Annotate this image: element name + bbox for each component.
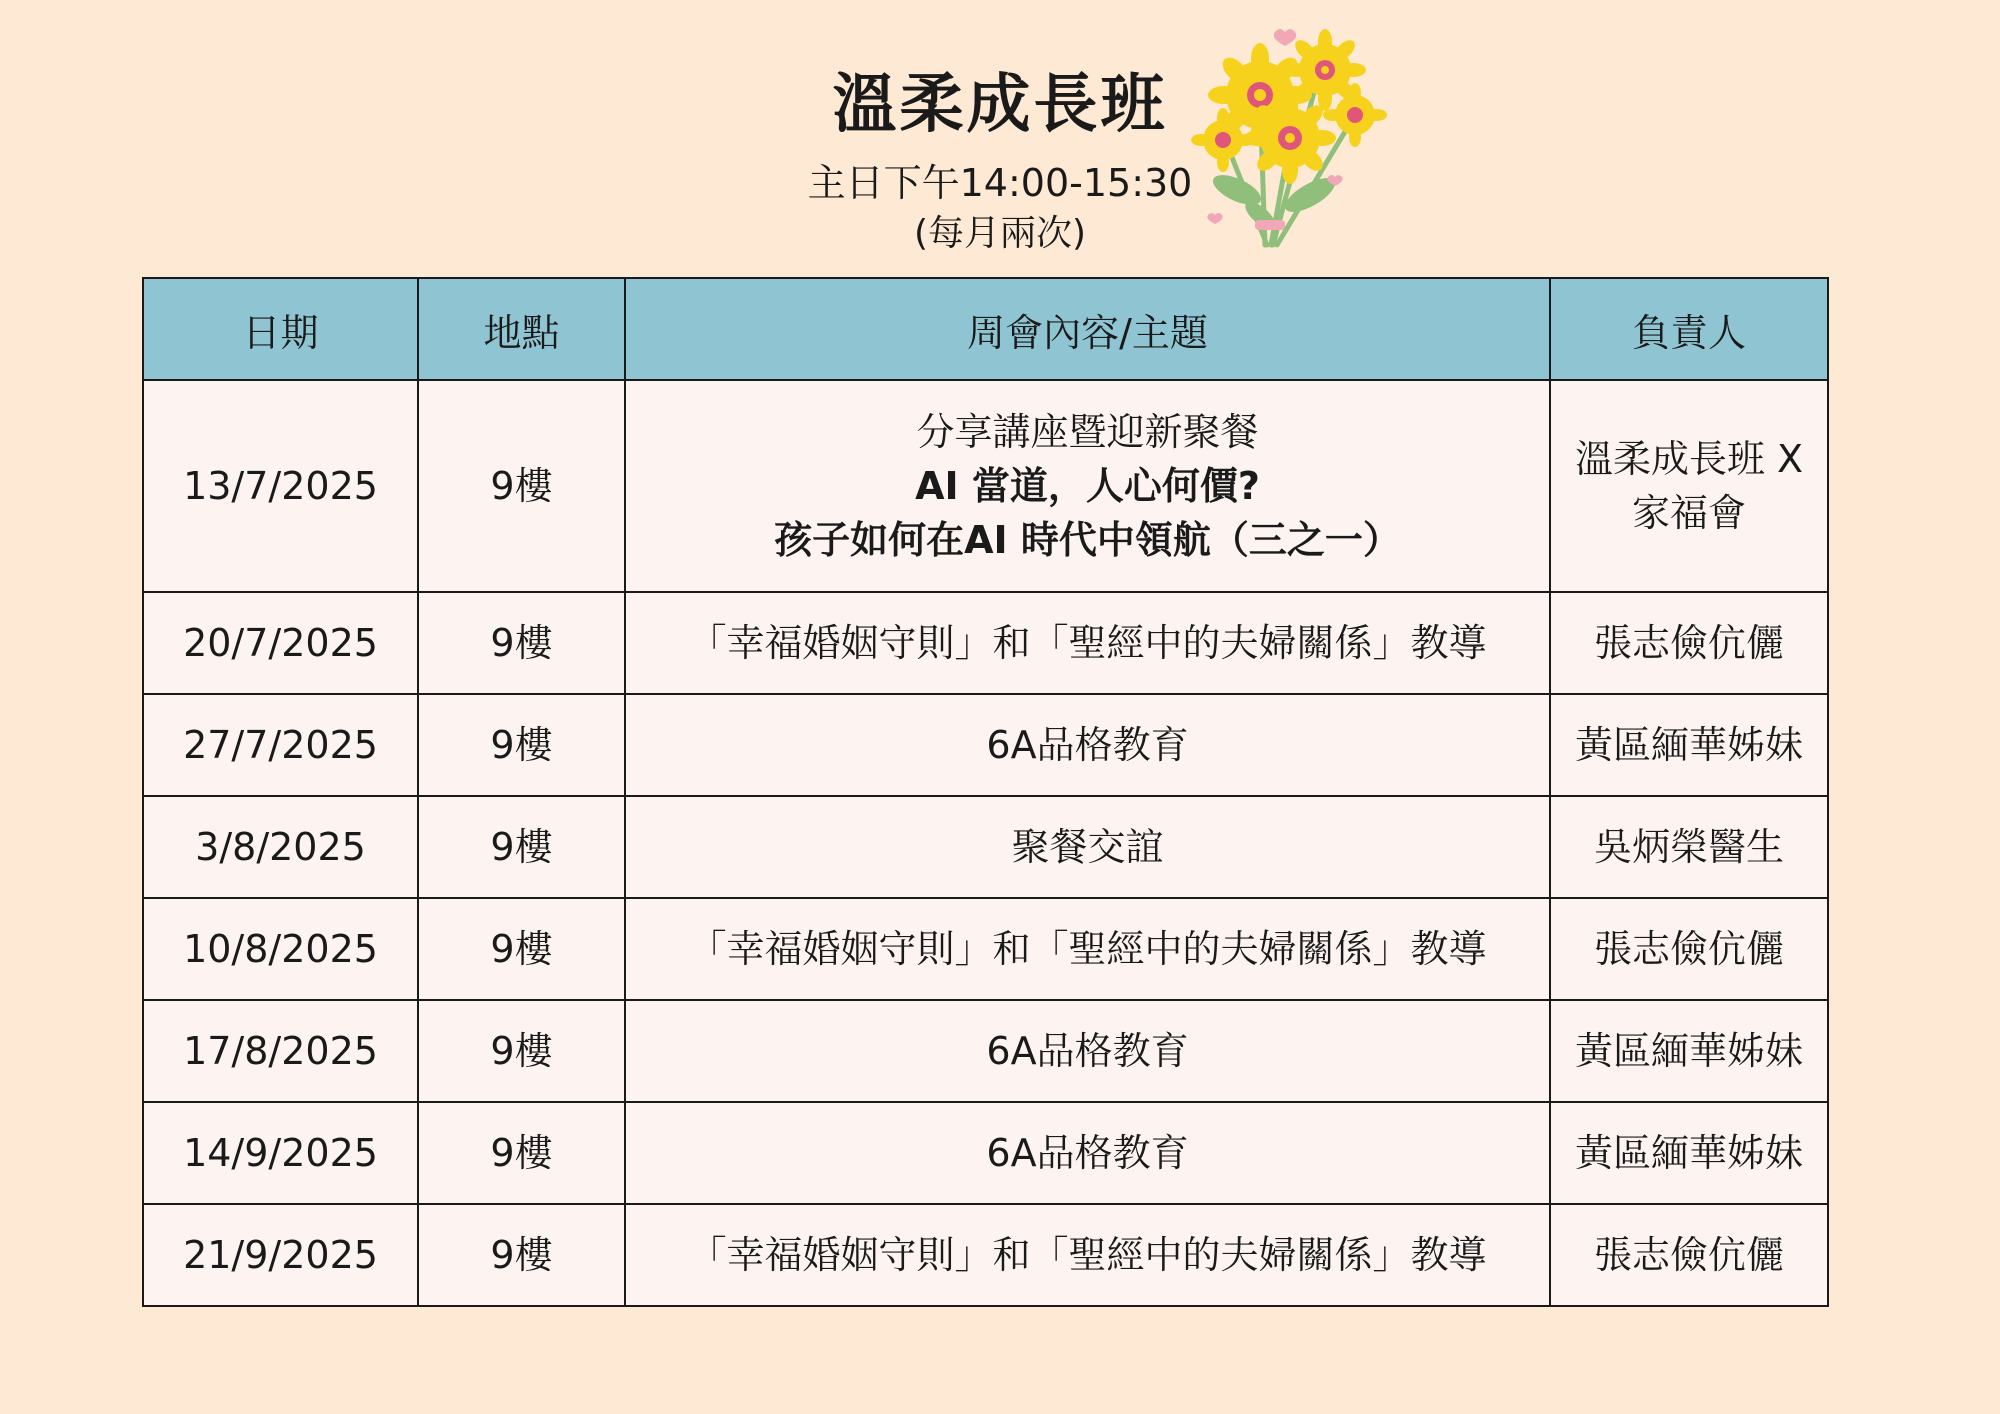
place-cell: 9樓 (418, 898, 625, 1000)
topic-cell: 6A品格教育 (625, 1102, 1550, 1204)
lead-cell: 吳炳榮醫生 (1550, 796, 1828, 898)
sunflower-bouquet-icon (1185, 20, 1395, 260)
lead-cell: 黃區緬華姊妹 (1550, 1000, 1828, 1102)
place-cell: 9樓 (418, 694, 625, 796)
place-cell: 9樓 (418, 1000, 625, 1102)
topic-cell: 「幸福婚姻守則」和「聖經中的夫婦關係」教導 (625, 1204, 1550, 1306)
lead-line: 家福會 (1631, 491, 1746, 535)
date-cell: 17/8/2025 (143, 1000, 418, 1102)
table-row (143, 1102, 1828, 1204)
table-row (143, 796, 1828, 898)
table-row (143, 1000, 1828, 1102)
topic-cell: 6A品格教育 (625, 694, 1550, 796)
place-cell: 9樓 (418, 380, 625, 592)
topic-line-bold: 孩子如何在AI 時代中領航（三之一） (774, 518, 1401, 562)
date-cell: 14/9/2025 (143, 1102, 418, 1204)
column-header-date: 日期 (143, 278, 418, 380)
lead-cell: 黃區緬華姊妹 (1550, 694, 1828, 796)
place-cell: 9樓 (418, 1204, 625, 1306)
topic-cell (625, 380, 1550, 592)
table-row (143, 592, 1828, 694)
topic-line: 分享講座暨迎新聚餐 (916, 410, 1259, 454)
page-title: 溫柔成長班 (832, 68, 1168, 142)
date-cell: 27/7/2025 (143, 694, 418, 796)
topic-cell: 「幸福婚姻守則」和「聖經中的夫婦關係」教導 (625, 592, 1550, 694)
lead-cell: 張志儉伉儷 (1550, 898, 1828, 1000)
date-cell: 13/7/2025 (143, 380, 418, 592)
table-row (143, 1204, 1828, 1306)
topic-cell: 聚餐交誼 (625, 796, 1550, 898)
topic-cell: 「幸福婚姻守則」和「聖經中的夫婦關係」教導 (625, 898, 1550, 1000)
lead-line: 溫柔成長班 X (1574, 437, 1804, 481)
schedule-table (142, 277, 1829, 1307)
table-header-row (143, 278, 1828, 380)
date-cell: 10/8/2025 (143, 898, 418, 1000)
date-cell: 21/9/2025 (143, 1204, 418, 1306)
topic-cell: 6A品格教育 (625, 1000, 1550, 1102)
place-cell: 9樓 (418, 592, 625, 694)
lead-cell (1550, 380, 1828, 592)
table-row (143, 694, 1828, 796)
date-cell: 3/8/2025 (143, 796, 418, 898)
place-cell: 9樓 (418, 1102, 625, 1204)
table-row (143, 380, 1828, 592)
column-header-topic: 周會內容/主題 (625, 278, 1550, 380)
topic-line-bold: AI 當道，人心何價? (915, 464, 1260, 508)
lead-cell: 黃區緬華姊妹 (1550, 1102, 1828, 1204)
column-header-place: 地點 (418, 278, 625, 380)
column-header-lead: 負責人 (1550, 278, 1828, 380)
date-cell: 20/7/2025 (143, 592, 418, 694)
schedule-frequency: (每月兩次) (913, 213, 1087, 254)
place-cell: 9樓 (418, 796, 625, 898)
schedule-time: 主日下午14:00-15:30 (807, 161, 1193, 205)
lead-cell: 張志儉伉儷 (1550, 592, 1828, 694)
table-row (143, 898, 1828, 1000)
lead-cell: 張志儉伉儷 (1550, 1204, 1828, 1306)
